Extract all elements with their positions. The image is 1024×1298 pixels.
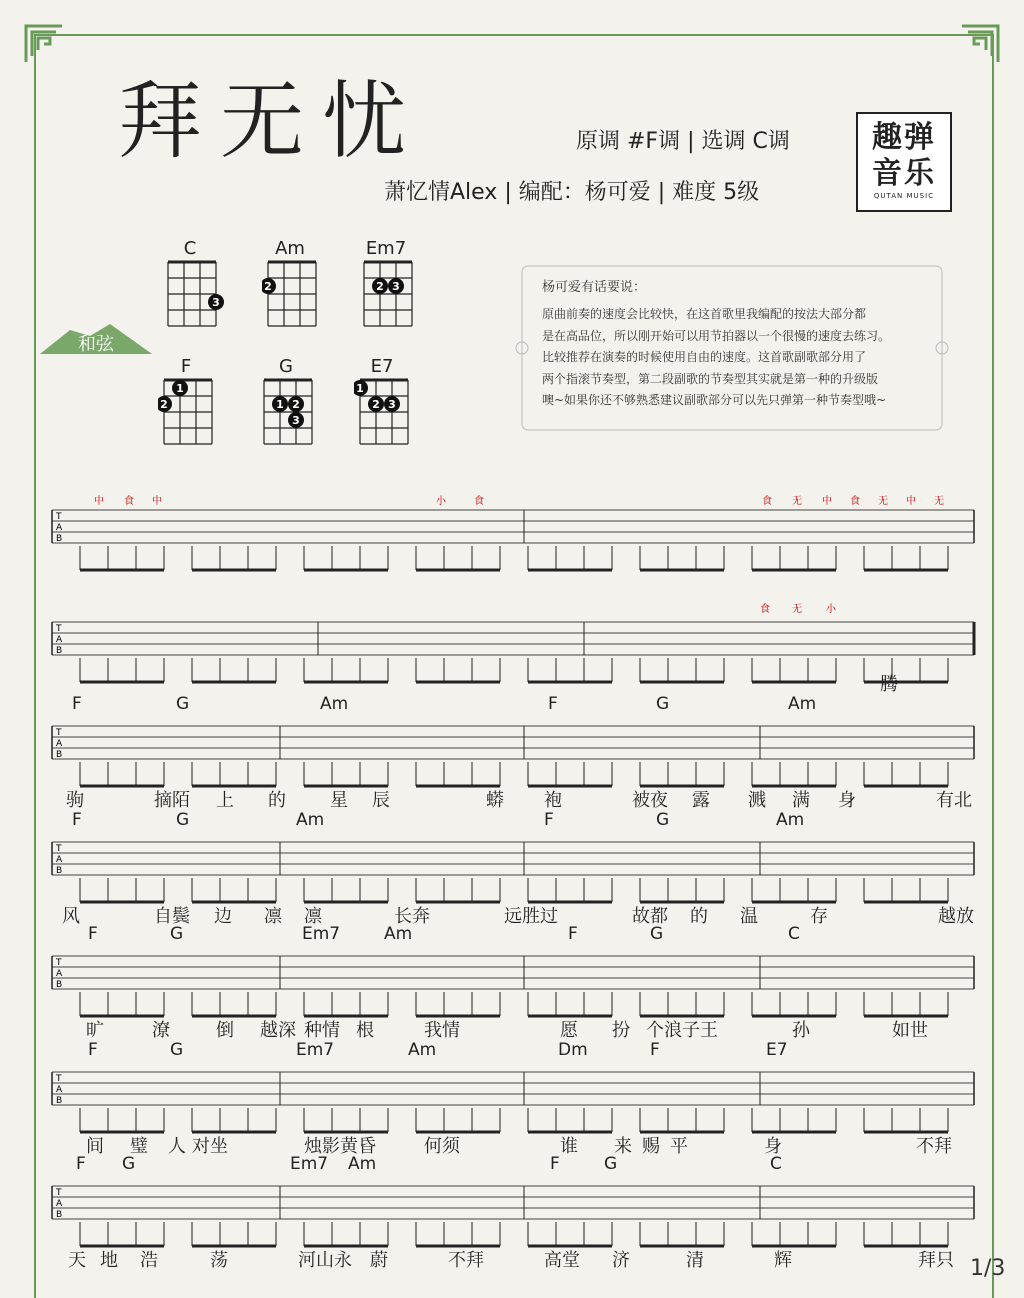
finger-label: 中 bbox=[152, 496, 162, 507]
chord-label: Am bbox=[296, 810, 325, 830]
lyric-text: 不拜 bbox=[448, 1250, 484, 1271]
song-title: 拜无忧 bbox=[118, 72, 425, 170]
lyric-text: 孙 bbox=[792, 1020, 810, 1041]
chord-label: F bbox=[550, 1154, 560, 1174]
svg-text:2: 2 bbox=[372, 398, 380, 411]
finger-label: 食 bbox=[474, 496, 484, 507]
logo-subtitle: QUTAN MUSIC bbox=[873, 192, 935, 200]
lyric-text: 驹 bbox=[66, 790, 84, 811]
notes-line: 两个指滚节奏型，第二段副歌的节奏型其实就是第一种的升级版 bbox=[542, 371, 879, 386]
chord-label: Am bbox=[408, 1040, 437, 1060]
chord-name: G bbox=[279, 356, 293, 377]
svg-text:T: T bbox=[56, 624, 62, 634]
chord-label: Am bbox=[788, 694, 817, 714]
svg-text:B: B bbox=[56, 646, 63, 656]
lyric-text: 个浪子王 bbox=[646, 1020, 718, 1041]
lyric-text: 辉 bbox=[774, 1250, 792, 1271]
lyric-text: 故都 bbox=[632, 906, 668, 927]
lyric-text: 上 bbox=[216, 790, 234, 811]
chord-name: Em7 bbox=[365, 238, 407, 259]
svg-text:A: A bbox=[56, 1085, 63, 1095]
notes-line: 比较推荐在演奏的时候使用自由的速度。这首歌副歌部分用了 bbox=[542, 350, 867, 364]
svg-text:1: 1 bbox=[356, 382, 364, 395]
chord-label: G bbox=[604, 1154, 618, 1174]
lyric-text: 存 bbox=[810, 906, 828, 927]
lyric-text: 地 bbox=[100, 1250, 118, 1271]
chord-label: G bbox=[176, 694, 190, 714]
page-number: 1/3 bbox=[970, 1256, 1006, 1281]
chord-name: E7 bbox=[370, 356, 394, 377]
chord-label: F bbox=[88, 924, 98, 944]
lyric-text: 摘陌 bbox=[154, 790, 190, 811]
lyric-text: 平 bbox=[670, 1136, 688, 1157]
lyric-text: 有北 bbox=[936, 790, 972, 811]
logo-line2: 音乐 bbox=[872, 156, 936, 191]
lyric-text: 如世 bbox=[892, 1020, 928, 1041]
lyric-text: 长奔 bbox=[394, 906, 430, 927]
chord-label: Dm bbox=[558, 1040, 588, 1060]
svg-text:A: A bbox=[56, 969, 63, 979]
svg-text:B: B bbox=[56, 1210, 63, 1220]
chord-name: F bbox=[180, 356, 192, 377]
lyric-text: 不拜 bbox=[916, 1136, 952, 1157]
lyric-text: 旷 bbox=[86, 1020, 104, 1041]
lyric-text: 风 bbox=[62, 906, 80, 927]
lyric-text: 拜只 bbox=[918, 1250, 954, 1271]
notes-line: 是在高品位，所以刚开始可以用节拍器以一个很慢的速度去练习。 bbox=[542, 328, 891, 343]
lyric-text: 凛 bbox=[304, 906, 322, 927]
svg-text:T: T bbox=[56, 1074, 62, 1084]
svg-text:T: T bbox=[56, 1188, 62, 1198]
lyric-text: 赐 bbox=[642, 1136, 660, 1157]
svg-text:3: 3 bbox=[392, 280, 400, 293]
notes-line: 噢~如果你还不够熟悉建议副歌部分可以先只弹第一种节奏型哦~ bbox=[542, 393, 887, 407]
svg-text:2: 2 bbox=[264, 280, 272, 293]
lyric-text: 远胜过 bbox=[504, 906, 558, 927]
svg-text:B: B bbox=[56, 980, 63, 990]
svg-text:A: A bbox=[56, 1199, 63, 1209]
lyric-text: 荡 bbox=[210, 1250, 228, 1271]
svg-text:3: 3 bbox=[388, 398, 396, 411]
lyric-text: 辰 bbox=[372, 790, 390, 811]
svg-text:B: B bbox=[56, 750, 63, 760]
svg-text:2: 2 bbox=[160, 398, 168, 411]
svg-text:T: T bbox=[56, 844, 62, 854]
lyric-text: 蔚 bbox=[370, 1250, 388, 1271]
lyric-text: 星 bbox=[330, 790, 348, 811]
lyric-text: 身 bbox=[838, 790, 856, 811]
chord-label: G bbox=[176, 810, 190, 830]
svg-text:1: 1 bbox=[276, 398, 284, 411]
chord-label: Am bbox=[776, 810, 805, 830]
lyric-text: 种情 bbox=[304, 1020, 340, 1041]
svg-text:B: B bbox=[56, 1096, 63, 1106]
chord-label: F bbox=[76, 1154, 86, 1174]
svg-text:T: T bbox=[56, 512, 62, 522]
chord-label: C bbox=[788, 924, 800, 944]
lyric-text: 济 bbox=[612, 1250, 630, 1271]
finger-label: 无 bbox=[934, 496, 944, 507]
svg-text:2: 2 bbox=[292, 398, 300, 411]
chord-label: G bbox=[170, 924, 184, 944]
lyric-text: 扮 bbox=[612, 1020, 630, 1041]
svg-text:T: T bbox=[56, 958, 62, 968]
finger-label: 无 bbox=[792, 604, 802, 615]
lyric-text: 自鬓 bbox=[154, 906, 190, 927]
lyric-text: 蟒 bbox=[486, 790, 504, 811]
lyric-text: 清 bbox=[686, 1250, 704, 1271]
notes-line: 原曲前奏的速度会比较快，在这首歌里我编配的按法大部分都 bbox=[542, 307, 867, 321]
credits-info: 萧忆情Alex | 编配：杨可爱 | 难度 5级 bbox=[384, 180, 760, 205]
lyric-text: 凛 bbox=[264, 906, 282, 927]
finger-label: 食 bbox=[124, 496, 134, 507]
finger-label: 小 bbox=[826, 604, 836, 615]
lyric-text: 人 bbox=[168, 1136, 186, 1157]
svg-text:A: A bbox=[56, 855, 63, 865]
finger-label: 无 bbox=[878, 496, 888, 507]
lyric-text: 温 bbox=[740, 906, 758, 927]
svg-text:3: 3 bbox=[292, 414, 300, 427]
logo-line1: 趣弹 bbox=[872, 120, 936, 155]
svg-text:2: 2 bbox=[376, 280, 384, 293]
svg-text:A: A bbox=[56, 523, 63, 533]
chord-label: G bbox=[650, 924, 664, 944]
chord-label: G bbox=[656, 810, 670, 830]
chord-label: Am bbox=[320, 694, 349, 714]
lyric-text: 越放 bbox=[938, 906, 974, 927]
chord-label: F bbox=[548, 694, 558, 714]
chord-label: Em7 bbox=[290, 1154, 329, 1174]
lyric-text: 被夜 bbox=[632, 790, 668, 811]
lyric-text: 间 bbox=[86, 1136, 104, 1157]
lyric-text: 边 bbox=[214, 906, 232, 927]
svg-text:3: 3 bbox=[212, 296, 220, 309]
lyric-text: 越深 bbox=[260, 1020, 296, 1041]
chord-label: F bbox=[568, 924, 578, 944]
finger-label: 无 bbox=[792, 496, 802, 507]
lyric-text: 何须 bbox=[424, 1136, 460, 1157]
lyric-text: 倒 bbox=[216, 1020, 234, 1041]
lyric-text: 的 bbox=[268, 790, 286, 811]
finger-label: 中 bbox=[94, 496, 104, 507]
chord-label: E7 bbox=[766, 1040, 788, 1060]
chord-label: F bbox=[544, 810, 554, 830]
lyric-text: 烛影黄昏 bbox=[304, 1136, 376, 1157]
lyric-text: 璧 bbox=[130, 1136, 148, 1157]
lyric-text: 露 bbox=[692, 790, 710, 811]
lyric-text: 对坐 bbox=[192, 1136, 228, 1157]
lyric-text: 河山永 bbox=[298, 1250, 352, 1271]
chord-label: G bbox=[656, 694, 670, 714]
chord-label: Em7 bbox=[302, 924, 341, 944]
svg-text:A: A bbox=[56, 635, 63, 645]
chord-label: C bbox=[770, 1154, 782, 1174]
lyric-text: 我情 bbox=[424, 1020, 460, 1041]
lyric-text: 身 bbox=[764, 1136, 782, 1157]
lyric-text: 满 bbox=[792, 790, 810, 811]
chord-label: Am bbox=[348, 1154, 377, 1174]
svg-text:A: A bbox=[56, 739, 63, 749]
finger-label: 小 bbox=[436, 496, 446, 507]
finger-label: 食 bbox=[850, 496, 860, 507]
chord-label: F bbox=[72, 810, 82, 830]
lyric-text: 根 bbox=[356, 1020, 374, 1041]
chord-label: F bbox=[88, 1040, 98, 1060]
chord-section-label: 和弦 bbox=[78, 334, 114, 355]
chord-name: Am bbox=[275, 238, 305, 259]
lyric-text: 高堂 bbox=[544, 1250, 580, 1271]
finger-label: 食 bbox=[760, 604, 770, 615]
svg-text:B: B bbox=[56, 534, 63, 544]
svg-text:T: T bbox=[56, 728, 62, 738]
chord-label: G bbox=[122, 1154, 136, 1174]
chord-label: G bbox=[170, 1040, 184, 1060]
chord-name: C bbox=[183, 238, 197, 259]
lyric-text: 溅 bbox=[748, 790, 766, 811]
lyric-text: 谁 bbox=[560, 1136, 578, 1157]
lyric-text: 愿 bbox=[560, 1020, 578, 1041]
svg-text:1: 1 bbox=[176, 382, 184, 395]
lyric-text: 腾 bbox=[880, 674, 898, 695]
finger-label: 中 bbox=[822, 496, 832, 507]
finger-label: 食 bbox=[762, 496, 772, 507]
chord-label: Am bbox=[384, 924, 413, 944]
chord-label: Em7 bbox=[296, 1040, 335, 1060]
key-info: 原调 #F调 | 选调 C调 bbox=[576, 129, 790, 154]
lyric-text: 浩 bbox=[140, 1250, 158, 1271]
finger-label: 中 bbox=[906, 496, 916, 507]
lyric-text: 的 bbox=[690, 906, 708, 927]
notes-title: 杨可爱有话要说： bbox=[542, 280, 647, 295]
chord-label: F bbox=[650, 1040, 660, 1060]
lyric-text: 来 bbox=[614, 1136, 632, 1157]
lyric-text: 袍 bbox=[544, 790, 562, 811]
chord-label: F bbox=[72, 694, 82, 714]
lyric-text: 天 bbox=[68, 1250, 86, 1271]
svg-text:B: B bbox=[56, 866, 63, 876]
lyric-text: 潦 bbox=[152, 1020, 170, 1041]
